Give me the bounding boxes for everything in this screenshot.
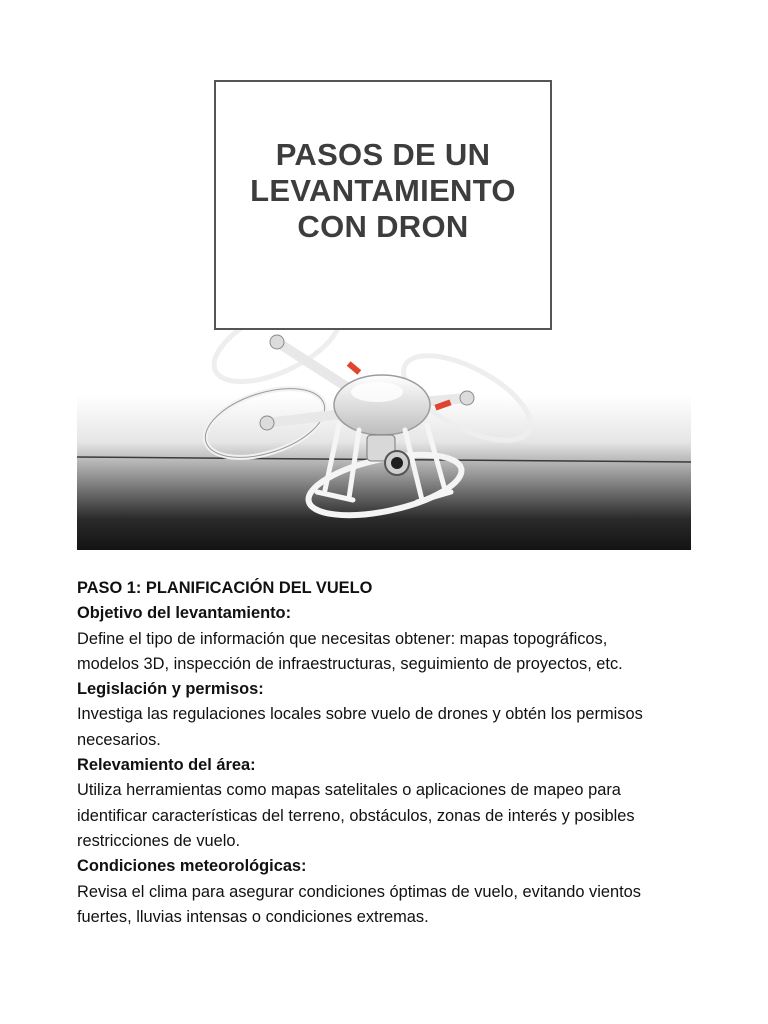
- paragraph-line: Investiga las regulaciones locales sobre vuelo de drones y obtén los permisos: [77, 705, 643, 724]
- title-line: PASOS DE UN: [275, 137, 491, 172]
- paragraph-line: Utiliza herramientas como mapas satelitales o aplicaciones de mapeo para: [77, 781, 621, 800]
- subheading-relevamiento: Relevamiento del área:: [77, 756, 256, 775]
- subheading-condiciones: Condiciones meteorológicas:: [77, 857, 307, 876]
- paragraph-line: Revisa el clima para asegurar condiciones óptimas de vuelo, evitando vientos: [77, 882, 641, 901]
- paragraph-line: identificar características del terreno, obstáculos, zonas de interés y posibles: [77, 806, 635, 825]
- paragraph-line: Define el tipo de información que necesitas obtener: mapas topográficos,: [77, 629, 608, 648]
- paragraph-line: modelos 3D, inspección de infraestructuras, seguimiento de proyectos, etc.: [77, 654, 623, 673]
- title-line: CON DRON: [297, 209, 469, 244]
- paragraph-line: necesarios.: [77, 730, 161, 749]
- paragraph-line: fuertes, lluvias intensas o condiciones extremas.: [77, 907, 429, 926]
- subheading-legislacion: Legislación y permisos:: [77, 680, 264, 699]
- document-body: [77, 576, 697, 930]
- title-box: [214, 80, 552, 330]
- title-line: LEVANTAMIENTO: [250, 173, 516, 208]
- section-heading: PASO 1: PLANIFICACIÓN DEL VUELO: [77, 579, 373, 597]
- paragraph-line: restricciones de vuelo.: [77, 831, 241, 850]
- hero-image: [77, 80, 691, 550]
- document-title: [250, 137, 516, 245]
- subheading-objetivo: Objetivo del levantamiento:: [77, 604, 292, 623]
